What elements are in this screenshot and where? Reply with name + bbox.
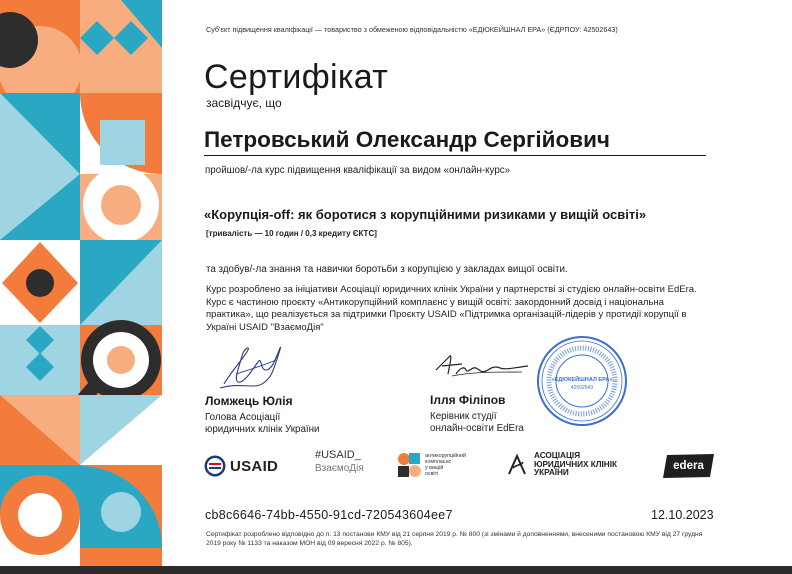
ajku-mark-icon [505,452,529,478]
edera-logo [663,454,714,478]
issuer-note: Суб'єкт підвищення кваліфікації — товариство з обмеженою відповідальністю «ЕДЮКЕЙШНАЛ ЕРА» (ЄДРПОУ: 42502643) [206,25,618,34]
bottom-bar [0,566,792,574]
edera-wordmark: edera [673,460,704,472]
legal-footer-note: Сертифікат розроблено відповідно до п. 13 постанови КМУ від 21 серпня 2019 р. № 800 (зі змінами й доповненнями, внесеними постановою КМУ від 27 грудня 2019 року № 1133 та наказом МОН від 09 вересня 2022 р. № 805). [206,531,703,547]
signer-1-name: Ломжець Юлія [205,394,293,408]
skills-statement: та здобув/-ла знання та навички боротьби з корупцією у закладах вищої освіти. [206,264,568,275]
usaid-wordmark: USAID [230,457,279,475]
vzaemodia-logo [315,449,364,474]
signature-lomzhets [214,340,294,392]
signer-2-name: Ілля Філіпов [430,393,506,407]
completion-statement: пройшов/-ла курс підвищення кваліфікації за видом «онлайн-курс» [205,165,511,176]
akp-line-1: антикорупційний [425,452,466,459]
akp-line-4: освіті [425,471,439,478]
name-underline [204,155,706,156]
anticorruption-compliance-logo [396,451,466,479]
ajku-line-2: ЮРИДИЧНИХ КЛІНІК [534,459,617,469]
usaid-logo [204,452,278,480]
decorative-pattern [0,0,162,566]
vzaemodia-wordmark: ВзаємоДія [315,463,364,474]
signature-filipov [432,350,532,384]
course-title: «Корупція-off: як боротися з корупційними ризиками у вищій освіті» [204,207,647,222]
vzaemodia-tag: #USAID_ [315,449,361,461]
seal-code: 42502643 [570,385,594,391]
ajku-line-3: УКРАЇНИ [534,468,569,478]
ajku-line-1: АСОЦІАЦІЯ [534,451,581,461]
recipient-name: Петровський Олександр Сергійович [204,127,610,152]
certificate-id: cb8c6646-74bb-4550-91cd-720543604ee7 [205,508,453,522]
usaid-seal-icon [204,455,226,477]
akp-line-3: у вищій [425,465,444,471]
issue-date: 12.10.2023 [651,508,714,522]
signer-1-role-org: юридичних клінік України [205,424,320,435]
certificate-subtitle: засвідчує, що [206,96,282,110]
signer-2-role-org: онлайн-освіти EdEra [430,423,524,434]
legal-clinics-association-logo [505,452,617,478]
signer-2-role: Керівник студії [430,411,497,422]
certificate-title: Сертифікат [204,58,389,96]
course-duration: [тривалість — 10 годин / 0,3 кредиту ЄКТС] [206,229,377,238]
seal-center-text: «ЕДЮКЕЙШНАЛ ЕРА» [551,377,613,383]
akp-mark-icon [396,451,422,479]
signer-1-role: Голова Асоціації [205,412,281,423]
akp-line-2: комплаєнс [425,458,452,465]
course-description: Курс розроблено за ініціативи Асоціації юридичних клінік України у партнерстві зі студією онлайн-освіти EdEra. Курс є частиною проєкту «Антикорупційний комплаєнс у вищій освіті: закордонний досвід і національна практика», що реалізується за підтримки Проєкту USAID «Підтримка організацій-лідерів у протидії корупції в Україні USAID "ВзаємоДія" [206,284,697,334]
company-seal [536,335,628,427]
